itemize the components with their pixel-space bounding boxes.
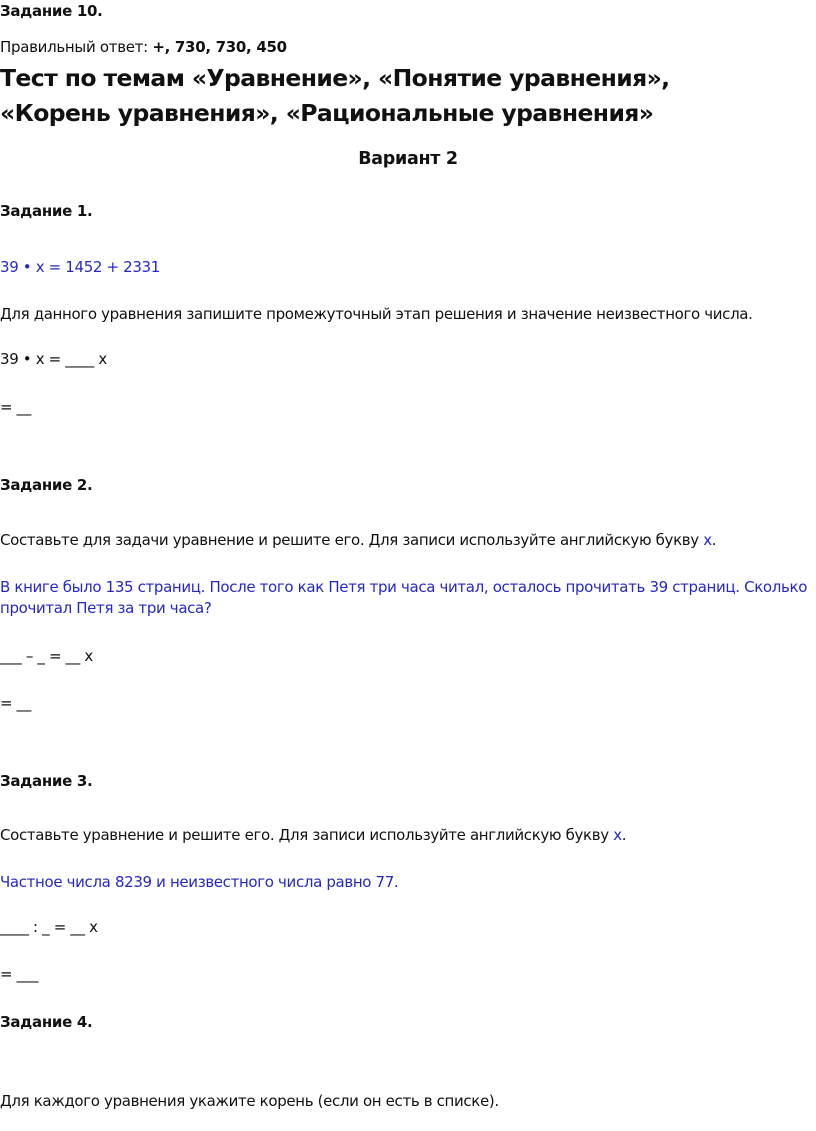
task3-instruction-end: .: [621, 826, 627, 844]
task2-variable: x: [703, 531, 712, 549]
task2-blank-line2: = __: [0, 694, 31, 712]
task1-blank-line1: 39 • x = ____ x: [0, 350, 107, 368]
variant-heading: Вариант 2: [358, 149, 458, 169]
task2-instruction-text: Составьте для задачи уравнение и решите его. Для записи используйте английскую букву: [0, 531, 704, 549]
task2-instruction: [0, 531, 716, 549]
task1-equation: 39 • x = 1452 + 2331: [0, 258, 160, 276]
page-title-line2: «Корень уравнения», «Рациональные уравнения»: [0, 99, 654, 127]
task10-heading: Задание 10.: [0, 2, 103, 20]
task4-instruction: Для каждого уравнения укажите корень (если он есть в списке).: [0, 1092, 499, 1110]
task3-heading: Задание 3.: [0, 772, 93, 790]
task1-heading: Задание 1.: [0, 202, 93, 220]
task3-blank-line2: = ___: [0, 965, 39, 983]
correct-answer-label: Правильный ответ:: [0, 38, 153, 56]
task2-heading: Задание 2.: [0, 476, 93, 494]
task3-problem: Частное числа 8239 и неизвестного числа равно 77.: [0, 873, 399, 891]
task4-heading: Задание 4.: [0, 1013, 93, 1031]
correct-answer-value: +, 730, 730, 450: [152, 38, 287, 56]
task1-blank-line2: = __: [0, 398, 31, 416]
task3-instruction-text: Составьте уравнение и решите его. Для записи используйте английскую букву: [0, 826, 614, 844]
task3-variable: x: [613, 826, 622, 844]
task1-instruction: Для данного уравнения запишите промежуточный этап решения и значение неизвестного числа.: [0, 305, 753, 323]
task3-instruction: [0, 826, 626, 844]
page-title: [0, 61, 670, 131]
task2-instruction-end: .: [711, 531, 717, 549]
task2-blank-line1: ___ – _ = __ x: [0, 647, 93, 665]
page-title-line1: Тест по темам «Уравнение», «Понятие уравнения»,: [0, 64, 670, 92]
correct-answer-line: [0, 38, 287, 56]
task3-blank-line1: ____ : _ = __ x: [0, 918, 98, 936]
task2-problem: В книге было 135 страниц. После того как Петя три часа читал, осталось прочитать 39 страниц. Сколько прочитал Петя за три часа?: [0, 578, 808, 617]
